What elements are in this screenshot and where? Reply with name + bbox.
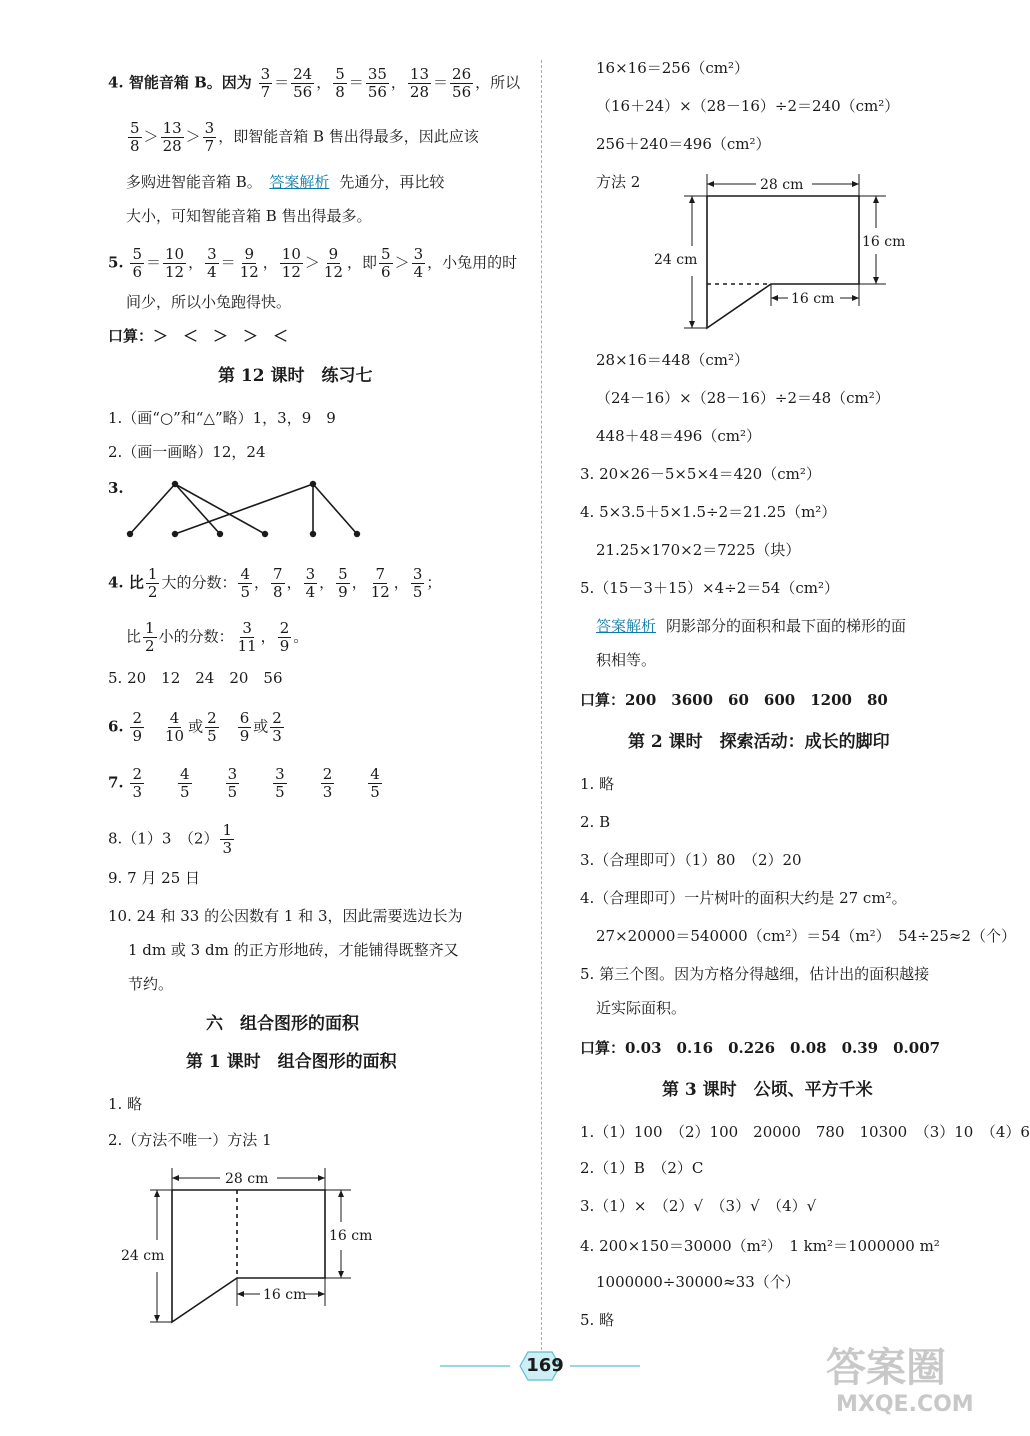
page-number: 169 [526, 1355, 564, 1376]
l12-q1: 1.（画“○”和“△”略）1，3，9 9 [108, 409, 336, 427]
matching-diagram [120, 476, 360, 542]
lesson2-title: 第 2 课时 探索活动：成长的脚印 [628, 732, 890, 752]
fig2-left-label: 24 cm [654, 252, 698, 268]
l12-q2: 2.（画一画略）12，24 [108, 443, 266, 461]
lesson12-title: 第 12 课时 练习七 [218, 366, 373, 386]
l12-q5: 5. 20 12 24 20 56 [108, 669, 283, 687]
m1-calc-a: 16×16＝256（cm²） [596, 59, 750, 77]
fraction: $\frac{3}{7}$ [260, 65, 271, 101]
l2-q2: 2. B [580, 813, 611, 831]
column-divider [541, 60, 542, 1350]
r-q3: 3. 20×26－5×5×4＝420（cm²） [580, 465, 821, 483]
q4-line1: 4. 智能音箱 B。因为 $\frac{3}{7}$ ＝ $\frac{24}{56}$ ， $\frac{5}{8}$ ＝ $\frac{35}{56}$ ， $\frac{13}{28}$ ＝ $\frac{26}{56}$ ，所以 [108, 65, 521, 101]
l12-q10-line2: 1 dm 或 3 dm 的正方形地砖，才能铺得既整齐又 [128, 941, 459, 959]
q4-line3: 多购进智能音箱 B。 答案解析 先通分，再比较 [126, 173, 445, 191]
l12-q6: 6. $\frac{2}{9}$ $\frac{4}{10}$ 或 $\frac{2}{5}$ $\frac{6}{9}$ 或 $\frac{2}{3}$ [108, 709, 282, 745]
l12-q4-line1: 4. 比 $\frac{1}{2}$ 大的分数： $\frac{4}{5}$ ， $\frac{7}{8}$ ， $\frac{3}{4}$ ， $\frac{5}{9}$ ， $\frac{7}{12}$ ， $\frac{3}{5}$ ； [108, 565, 442, 601]
fig2-bottom-label: 16 cm [791, 291, 835, 307]
fig1-bottom-label: 16 cm [263, 1287, 307, 1303]
fig2-top-label: 28 cm [760, 177, 804, 193]
composite-figure-method2 [648, 166, 906, 336]
fig1-top-label: 28 cm [225, 1171, 269, 1187]
l12-q7: 7. $\frac{2}{3}$ $\frac{4}{5}$ $\frac{3}{5}$ $\frac{3}{5}$ $\frac{2}{3}$ $\frac{4}{5}$ [108, 765, 380, 801]
kousuan-2: 口算：200 3600 60 600 1200 80 [580, 691, 888, 709]
l12-q10-line3: 节约。 [128, 975, 174, 993]
l3-q5: 5. 略 [580, 1311, 615, 1329]
fig1-right-label: 16 cm [329, 1228, 373, 1244]
q5-line1: 5. $\frac{5}{6}$ ＝ $\frac{10}{12}$ ， $\frac{3}{4}$ ＝ $\frac{9}{12}$ ， $\frac{10}{12}$ ＞ $\frac{9}{12}$ ，即 $\frac{5}{6}$ ＞ $\frac{3}{4}$ ，小兔用的时 [108, 245, 518, 281]
kousuan-1: 口算：＞ ＜ ＞ ＞ ＜ [108, 327, 289, 345]
m1-calc-c: 256＋240＝496（cm²） [596, 135, 771, 153]
m2-calc-c: 448＋48＝496（cm²） [596, 427, 761, 445]
r-q5: 5.（15－3＋15）×4÷2＝54（cm²） [580, 579, 839, 597]
l3-q4-line1: 4. 200×150＝30000（m²） 1 km²＝1000000 m² [580, 1237, 940, 1255]
r-q5-analysis: 答案解析 阴影部分的面积和最下面的梯形的面 [596, 617, 907, 635]
m2-calc-b: （24－16）×（28－16）÷2＝48（cm²） [596, 389, 890, 407]
l2-q5-line2: 近实际面积。 [596, 999, 687, 1017]
r-q4-line2: 21.25×170×2＝7225（块） [596, 541, 801, 559]
l12-q10-line1: 10. 24 和 33 的公因数有 1 和 3，因此需要选边长为 [108, 907, 463, 925]
unit6-title: 六 组合图形的面积 [206, 1014, 359, 1034]
l12-q9: 9. 7 月 25 日 [108, 869, 201, 887]
l3-q3: 3.（1）× （2）√ （3）√ （4）√ [580, 1197, 817, 1215]
lesson1-title: 第 1 课时 组合图形的面积 [186, 1052, 397, 1072]
watermark-url: MXQE.COM [836, 1392, 974, 1417]
r-q5-analysis-2: 积相等。 [596, 651, 657, 669]
q4-line4: 大小，可知智能音箱 B 售出得最多。 [126, 207, 372, 225]
method2-label: 方法 2 [596, 173, 641, 191]
l2-q5-line1: 5. 第三个图。因为方格分得越细，估计出的面积越接 [580, 965, 930, 983]
l12-q8: 8.（1）3 （2） $\frac{1}{3}$ [108, 821, 232, 857]
answer-analysis-tag: 答案解析 [269, 173, 330, 191]
m2-calc-a: 28×16＝448（cm²） [596, 351, 750, 369]
l12-q3: 3. [108, 479, 124, 497]
lesson3-title: 第 3 课时 公顷、平方千米 [662, 1080, 873, 1100]
fig2-right-label: 16 cm [862, 234, 906, 250]
l2-q1: 1. 略 [580, 775, 615, 793]
l3-q1: 1.（1）100 （2）100 20000 780 10300 （3）10 （4）6 [580, 1123, 1030, 1141]
q5-line2: 间少，所以小兔跑得快。 [126, 293, 292, 311]
l3-q2: 2.（1）B （2）C [580, 1159, 704, 1177]
r-q4-line1: 4. 5×3.5＋5×1.5÷2＝21.25（m²） [580, 503, 837, 521]
m1-calc-b: （16＋24）×（28－16）÷2＝240（cm²） [596, 97, 900, 115]
l2-q4-line1: 4.（合理即可）一片树叶的面积大约是 27 cm²。 [580, 889, 907, 907]
l12-q4-line2: 比 $\frac{1}{2}$ 小的分数： $\frac{3}{11}$ ， $\frac{2}{9}$ 。 [126, 619, 309, 655]
l1-q2: 2.（方法不唯一）方法 1 [108, 1131, 272, 1149]
l2-q4-line2: 27×20000＝540000（cm²）＝54（m²） 54÷25≈2（个） [596, 927, 1016, 945]
answer-analysis-tag: 答案解析 [596, 617, 657, 635]
l1-q1: 1. 略 [108, 1095, 143, 1113]
kousuan-3: 口算：0.03 0.16 0.226 0.08 0.39 0.007 [580, 1039, 941, 1057]
l2-q3: 3.（合理即可）（1）80 （2）20 [580, 851, 802, 869]
l3-q4-line2: 1000000÷30000≈33（个） [596, 1273, 800, 1291]
q4-line2: $\frac{5}{8}$ ＞ $\frac{13}{28}$ ＞ $\frac{3}{7}$ ，即智能音箱 B 售出得最多，因此应该 [130, 119, 479, 155]
composite-figure-method1 [115, 1160, 373, 1330]
watermark-logo: 答案圈 [826, 1345, 946, 1391]
fig1-left-label: 24 cm [121, 1248, 165, 1264]
